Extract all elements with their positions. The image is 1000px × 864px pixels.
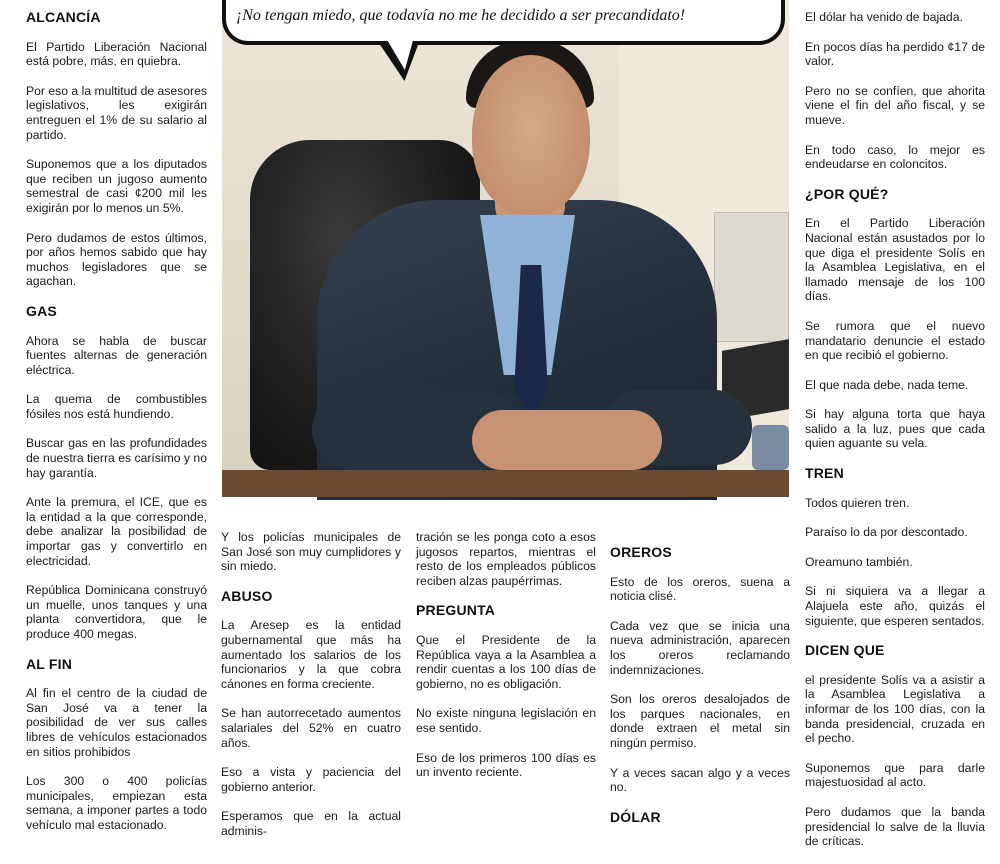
section-heading: PREGUNTA bbox=[416, 602, 496, 619]
paragraph: Son los oreros desalojados de los parques nacionales, en donde extraen el metal sin ningún permiso. bbox=[610, 692, 790, 750]
paragraph: República Dominicana construyó un muelle, unos tanques y una planta convertidora, que le produce 400 megas. bbox=[26, 583, 207, 641]
paragraph: En el Partido Liberación Nacional están asustados por lo que diga el presidente Solís en la Asamblea Legislativa, en el llamado mensaje de los 100 días. bbox=[805, 216, 985, 304]
section bbox=[221, 530, 401, 574]
paragraph: Ante la premura, el ICE, que es la entidad a la que corresponde, debe analizar la posibilidad de importar gas y convertirlo en electricidad. bbox=[26, 495, 207, 568]
paragraph: Esperamos que en la actual adminis- bbox=[221, 809, 401, 838]
paragraph: Que el Presidente de la República vaya a la Asamblea a rendir cuentas a los 100 días de gobierno, no es obligación. bbox=[416, 632, 596, 691]
paragraph: Al fin el centro de la ciudad de San José va a tener la posibilidad de ver sus calles libres de vehículos estacionados en sitios prohibidos bbox=[26, 686, 207, 759]
paragraph: El Partido Liberación Nacional está pobre, más, en quiebra. bbox=[26, 39, 207, 69]
desk bbox=[222, 470, 789, 497]
paragraph: En pocos días ha perdido ¢17 de valor. bbox=[805, 39, 985, 69]
paragraph: Buscar gas en las profundidades de nuestra tierra es carísimo y no hay garantía. bbox=[26, 436, 207, 480]
column-right bbox=[805, 10, 985, 864]
paragraph: En todo caso, lo mejor es endeudarse en coloncitos. bbox=[805, 142, 985, 172]
paragraph: No existe ninguna legislación en ese sentido. bbox=[416, 706, 596, 735]
section-heading: ¿POR QUÉ? bbox=[805, 185, 889, 202]
paragraph: Si hay alguna torta que haya salido a la luz, pues que cada quien aguante su vela. bbox=[805, 407, 985, 451]
speech-bubble-text: ¡No tengan miedo, que todavía no me he decidido a ser precandidato! bbox=[236, 7, 686, 24]
column-left bbox=[26, 10, 207, 848]
section-heading: TREN bbox=[805, 465, 844, 482]
section-heading: ALCANCÍA bbox=[26, 9, 101, 25]
section bbox=[805, 643, 985, 849]
section-heading: AL FIN bbox=[26, 655, 73, 672]
section-heading: GAS bbox=[26, 302, 57, 319]
section-heading: DICEN QUE bbox=[805, 642, 885, 659]
section bbox=[26, 657, 207, 833]
paragraph: Se han autorrecetado aumentos salariales del 52% en cuatro años. bbox=[221, 706, 401, 750]
paragraph: Los 300 o 400 policías municipales, empiezan esta semana, a imponer partes a todo vehículo mal estacionado. bbox=[26, 774, 207, 832]
paragraph: El dólar ha venido de bajada. bbox=[805, 10, 963, 24]
section bbox=[26, 304, 207, 642]
paragraph: Paraíso lo da por descontado. bbox=[805, 525, 968, 540]
paragraph: Todos quieren tren. bbox=[805, 495, 910, 510]
paragraph: Por eso a la multitud de asesores legislativos, les exigirán entreguen el 1% de su salario al partido. bbox=[26, 83, 207, 142]
section bbox=[805, 10, 985, 172]
paragraph: Suponemos que a los diputados que reciben un jugoso aumento semestral de casi ¢200 mil les exigirán por lo menos un 5%. bbox=[26, 157, 207, 215]
paragraph: Suponemos que para darle majestuosidad al acto. bbox=[805, 760, 985, 790]
paragraph: Si ni siquiera va a llegar a Alajuela este año, quizás el siguiente, que esperen sentados. bbox=[805, 584, 985, 628]
paragraph: Ahora se habla de buscar fuentes alternas de generación eléctrica. bbox=[26, 333, 207, 377]
printer bbox=[714, 212, 789, 342]
paragraph: el presidente Solís va a asistir a la Asamblea Legislativa a informar de los 100 días, con la banda presidencial, cruzada en el pecho. bbox=[805, 672, 985, 746]
news-photo bbox=[222, 0, 789, 497]
paragraph: La quema de combustibles fósiles nos está hundiendo. bbox=[26, 392, 207, 421]
paragraph: Oreamuno también. bbox=[805, 554, 913, 569]
section bbox=[416, 603, 596, 779]
paragraph: Cada vez que se inicia una nueva administración, aparecen los oreros reclamando indemnizaciones. bbox=[610, 618, 790, 677]
paragraph: Esto de los oreros, suena a noticia clisé. bbox=[610, 574, 790, 604]
paragraph: Y a veces sacan algo y a veces no. bbox=[610, 765, 790, 795]
paragraph: Se rumora que el nuevo mandatario denuncie el estado en que recibió el gobierno. bbox=[805, 318, 985, 363]
section bbox=[416, 530, 596, 588]
section-heading: ABUSO bbox=[221, 587, 273, 604]
section bbox=[610, 545, 790, 795]
section-heading: DÓLAR bbox=[610, 808, 661, 825]
paragraph: Pero dudamos de estos últimos, por años hemos sabido que hay muchos legisladores que se agachan. bbox=[26, 230, 207, 289]
paragraph: La Aresep es la entidad gubernamental que más ha aumentado los salarios de los funcionarios y la que cobra cánones en forma creciente. bbox=[221, 618, 401, 691]
column-bottom-2 bbox=[416, 530, 596, 795]
section bbox=[221, 589, 401, 839]
face bbox=[472, 55, 590, 215]
paragraph: Y los policías municipales de San José son muy cumplidores y sin miedo. bbox=[221, 530, 401, 574]
paragraph: tración se les ponga coto a esos jugosos repartos, mientras el resto de los empleados públicos reciben alzas paupérrimas. bbox=[416, 530, 596, 588]
section bbox=[26, 10, 207, 289]
paragraph: Eso de los primeros 100 días es un invento reciente. bbox=[416, 750, 596, 780]
section bbox=[610, 810, 790, 825]
folded-hands bbox=[472, 410, 662, 470]
section bbox=[805, 466, 985, 628]
paragraph: Pero no se confíen, que ahorita viene el fin del año fiscal, y se mueve. bbox=[805, 83, 985, 127]
section bbox=[805, 187, 985, 451]
column-bottom-3 bbox=[610, 545, 790, 839]
paragraph: El que nada debe, nada teme. bbox=[805, 377, 969, 392]
paragraph: Eso a vista y paciencia del gobierno anterior. bbox=[221, 765, 401, 794]
desk-phone bbox=[752, 425, 789, 470]
section-heading: OREROS bbox=[610, 544, 672, 560]
paragraph: Pero dudamos que la banda presidencial lo salve de la lluvia de críticas. bbox=[805, 804, 985, 849]
column-bottom-1 bbox=[221, 530, 401, 854]
